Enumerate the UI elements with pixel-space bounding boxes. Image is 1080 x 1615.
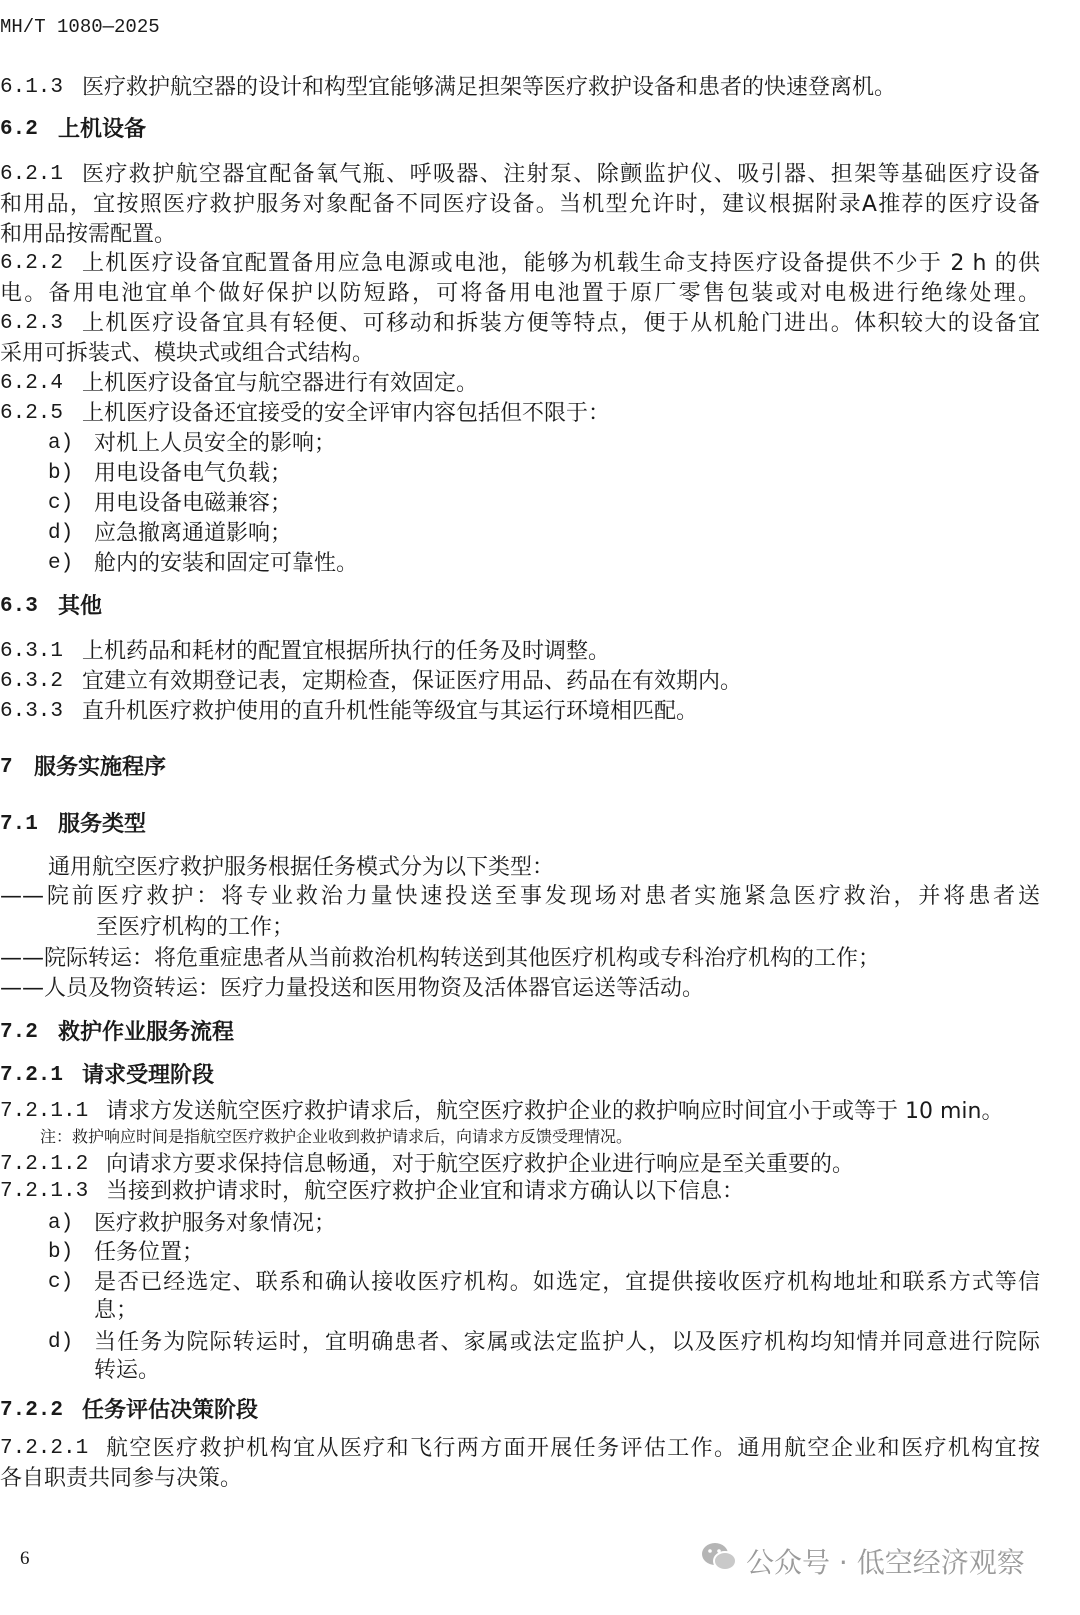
clause-number: 7.1 <box>0 813 38 836</box>
paragraph-line <box>0 1178 1040 1206</box>
clause-number: 6.1.3 <box>0 76 64 99</box>
paragraph-line <box>0 945 1040 973</box>
watermark <box>700 1540 1025 1581</box>
paragraph-line <box>0 520 1040 548</box>
line-text: 医疗救护服务对象情况； <box>94 1211 337 1236</box>
line-text: 转运。 <box>94 1358 161 1383</box>
line-text: 各自职责共同参与决策。 <box>0 1466 243 1491</box>
paragraph-line <box>0 310 1040 338</box>
line-text: 其他 <box>58 594 103 619</box>
paragraph-line <box>0 914 1040 942</box>
line-text: 服务实施程序 <box>34 755 167 780</box>
line-text: 用电设备电气负载； <box>94 461 293 486</box>
line-text: 当任务为院际转运时，宜明确患者、家属或法定监护人，以及医疗机构均知情并同意进行院际 <box>94 1330 1040 1355</box>
line-text: 上机医疗设备宜配置备用应急电源或电池，能够为机载生命支持医疗设备提供不少于 2 h 的供 <box>82 251 1040 276</box>
paragraph-line <box>0 698 1040 726</box>
clause-number: 6.3.3 <box>0 700 64 723</box>
paragraph-line <box>0 1151 1040 1179</box>
paragraph-line <box>0 280 1040 308</box>
line-text: 任务位置； <box>94 1240 205 1265</box>
list-marker: e) <box>48 552 74 575</box>
clause-number: 7.2.1.1 <box>0 1100 89 1123</box>
list-marker: d) <box>48 1331 74 1354</box>
line-text: 宜建立有效期登记表，定期检查，保证医疗用品、药品在有效期内。 <box>82 669 743 694</box>
line-text: 医疗救护航空器的设计和构型宜能够满足担架等医疗救护设备和患者的快速登离机。 <box>82 75 897 100</box>
line-text: 向请求方要求保持信息畅通，对于航空医疗救护企业进行响应是至关重要的。 <box>106 1152 855 1177</box>
page-number: 6 <box>20 1548 30 1569</box>
line-text: 航空医疗救护机构宜从医疗和飞行两方面开展任务评估工作。通用航空企业和医疗机构宜按 <box>106 1436 1040 1461</box>
line-text: 和用品按需配置。 <box>0 222 177 247</box>
clause-number: 7.2 <box>0 1021 38 1044</box>
paragraph-line <box>0 1357 1040 1385</box>
paragraph-line <box>0 161 1040 189</box>
paragraph-line <box>0 191 1040 219</box>
paragraph-line <box>0 1098 1040 1126</box>
clause-number: 6.2.4 <box>0 372 64 395</box>
paragraph-line <box>0 1239 1040 1267</box>
line-text: 电。备用电池宜单个做好保护以防短路，可将备用电池置于原厂零售包装或对电极进行绝缘处理。 <box>0 281 1040 306</box>
line-text: 通用航空医疗救护服务根据任务模式分为以下类型： <box>48 855 555 880</box>
paragraph-line <box>0 490 1040 518</box>
paragraph-line <box>0 250 1040 278</box>
clause-number: 6.3 <box>0 595 38 618</box>
clause-number: 6.2 <box>0 118 38 141</box>
line-text: 对机上人员安全的影响； <box>94 431 337 456</box>
line-text: 当接到救护请求时，航空医疗救护企业宜和请求方确认以下信息： <box>106 1179 745 1204</box>
section-heading <box>0 593 1040 621</box>
line-text: 救护作业服务流程 <box>58 1020 235 1045</box>
paragraph-line <box>0 1465 1040 1493</box>
line-text: 医疗救护航空器宜配备氧气瓶、呼吸器、注射泵、除颤监护仪、吸引器、担架等基础医疗设备 <box>82 162 1040 187</box>
clause-number: 7 <box>0 756 13 779</box>
clause-number: 7.2.1.3 <box>0 1180 89 1203</box>
paragraph-line <box>0 1297 1040 1325</box>
clause-number: 6.2.3 <box>0 312 64 335</box>
line-text: 采用可拆装式、模块式或组合式结构。 <box>0 341 375 366</box>
list-marker: a) <box>48 1212 74 1235</box>
list-marker: c) <box>48 1271 74 1294</box>
line-text: 和用品，宜按照医疗救护服务对象配备不同医疗设备。当机型允许时，建议根据附录A推荐的医疗设备 <box>0 192 1040 217</box>
line-text: 注：救护响应时间是指航空医疗救护企业收到救护请求后，向请求方反馈受理情况。 <box>40 1127 633 1146</box>
line-text: ——院际转运：将危重症患者从当前救治机构转送到其他医疗机构或专科治疗机构的工作； <box>0 946 881 971</box>
line-text: 任务评估决策阶段 <box>82 1398 259 1423</box>
paragraph-line <box>0 854 1040 882</box>
clause-number: 6.3.2 <box>0 670 64 693</box>
paragraph-line <box>0 340 1040 368</box>
clause-number: 7.2.2 <box>0 1399 64 1422</box>
line-text: 服务类型 <box>58 812 147 837</box>
paragraph-line <box>0 883 1040 911</box>
section-heading <box>0 1062 1040 1090</box>
paragraph-line <box>0 460 1040 488</box>
paragraph-line <box>0 1329 1040 1357</box>
paragraph-line <box>0 638 1040 666</box>
paragraph-line <box>0 668 1040 696</box>
line-text: 直升机医疗救护使用的直升机性能等级宜与其运行环境相匹配。 <box>82 699 699 724</box>
paragraph-line <box>0 975 1040 1003</box>
paragraph-line <box>0 370 1040 398</box>
line-text: 应急撤离通道影响； <box>94 521 293 546</box>
clause-number: 7.2.1.2 <box>0 1153 89 1176</box>
list-marker: d) <box>48 522 74 545</box>
line-text: 上机设备 <box>58 117 147 142</box>
line-text: 上机医疗设备还宜接受的安全评审内容包括但不限于： <box>82 401 611 426</box>
list-marker: c) <box>48 492 74 515</box>
list-marker: a) <box>48 432 74 455</box>
line-text: 是否已经选定、联系和确认接收医疗机构。如选定，宜提供接收医疗机构地址和联系方式等信 <box>94 1270 1040 1295</box>
clause-number: 6.2.5 <box>0 402 64 425</box>
paragraph-line <box>0 1435 1040 1463</box>
section-heading <box>0 116 1040 144</box>
paragraph-line <box>0 400 1040 428</box>
section-heading <box>0 754 1040 782</box>
line-text: ——院前医疗救护：将专业救治力量快速投送至事发现场对患者实施紧急医疗救治，并将患者送 <box>0 884 1040 909</box>
line-text: 请求受理阶段 <box>82 1063 215 1088</box>
list-marker: b) <box>48 1241 74 1264</box>
watermark-text: 公众号 · 低空经济观察 <box>746 1545 1025 1579</box>
clause-number: 6.2.1 <box>0 163 64 186</box>
paragraph-line <box>0 221 1040 249</box>
section-heading <box>0 811 1040 839</box>
clause-number: 7.2.1 <box>0 1064 64 1087</box>
line-text: 上机药品和耗材的配置宜根据所执行的任务及时调整。 <box>82 639 611 664</box>
line-text: 舱内的安装和固定可靠性。 <box>94 551 359 576</box>
line-text: ——人员及物资转运：医疗力量投送和医用物资及活体器官运送等活动。 <box>0 976 705 1001</box>
paragraph-line <box>0 1210 1040 1238</box>
clause-number: 6.2.2 <box>0 252 64 275</box>
wechat-icon <box>700 1540 738 1581</box>
line-text: 请求方发送航空医疗救护请求后，航空医疗救护企业的救护响应时间宜小于或等于 10 min。 <box>106 1099 1004 1124</box>
clause-number: 6.3.1 <box>0 640 64 663</box>
line-text: 上机医疗设备宜具有轻便、可移动和拆装方便等特点，便于从机舱门进出。体积较大的设备宜 <box>82 311 1040 336</box>
section-heading <box>0 1397 1040 1425</box>
clause-number: 7.2.2.1 <box>0 1437 89 1460</box>
paragraph-line <box>0 550 1040 578</box>
list-marker: b) <box>48 462 74 485</box>
line-text: 息； <box>94 1298 139 1323</box>
line-text: 上机医疗设备宜与航空器进行有效固定。 <box>82 371 479 396</box>
section-heading <box>0 1019 1040 1047</box>
document-code-header: MH/T 1080—2025 <box>0 16 160 38</box>
paragraph-line <box>0 430 1040 458</box>
line-text: 用电设备电磁兼容； <box>94 491 293 516</box>
line-text: 至医疗机构的工作； <box>96 915 295 940</box>
paragraph-line <box>0 1269 1040 1297</box>
note-text <box>0 1123 1040 1151</box>
paragraph-line <box>0 74 1040 102</box>
